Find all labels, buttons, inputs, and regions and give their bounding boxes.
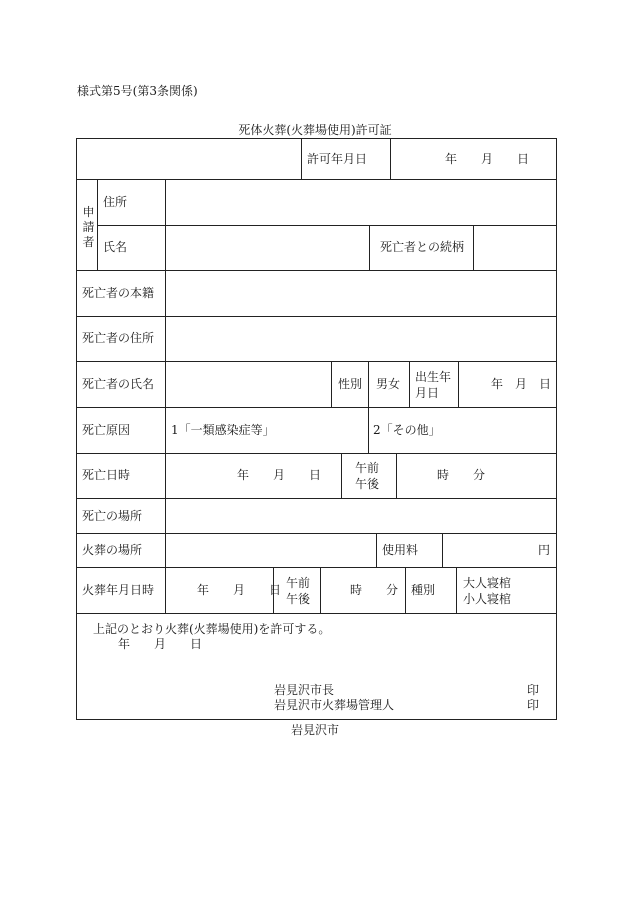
applicant-address-label: 住所 — [103, 195, 128, 209]
death-place-label: 死亡の場所 — [82, 509, 143, 523]
row-divider — [76, 316, 557, 317]
fee-unit: 円 — [538, 543, 551, 557]
applicant-group-label: 申請者 — [82, 205, 95, 249]
col-divider — [369, 225, 370, 270]
row-divider — [76, 498, 557, 499]
col-divider — [376, 533, 377, 567]
col-divider — [165, 179, 166, 270]
col-divider — [97, 179, 98, 270]
col-divider — [165, 270, 166, 613]
cremation-time-field[interactable]: 時 分 — [350, 583, 399, 597]
col-divider — [456, 567, 457, 613]
col-divider — [473, 225, 474, 270]
cause-option-other[interactable]: 2「その他」 — [373, 423, 441, 437]
cremation-date-field[interactable]: 年 月 日 — [197, 583, 282, 597]
kind-label: 種別 — [411, 583, 436, 597]
row-divider — [76, 179, 557, 180]
death-time-field[interactable]: 時 分 — [437, 468, 486, 482]
deceased-name-label: 死亡者の氏名 — [82, 377, 155, 391]
row-divider — [76, 567, 557, 568]
sex-label: 性別 — [338, 377, 363, 391]
deceased-address-label: 死亡者の住所 — [82, 331, 155, 345]
col-divider — [390, 138, 391, 179]
signer-mayor: 岩見沢市長 — [274, 683, 335, 697]
row-divider — [76, 613, 557, 614]
death-datetime-label: 死亡日時 — [82, 468, 131, 482]
cause-option-infectious[interactable]: 1「一類感染症等」 — [171, 423, 275, 437]
col-divider — [458, 361, 459, 407]
approval-date[interactable]: 年 月 日 — [118, 637, 203, 651]
col-divider — [301, 138, 302, 179]
seal-mark: 印 — [527, 698, 540, 712]
cremation-datetime-label: 火葬年月日時 — [82, 583, 155, 597]
signer-crematorium-manager: 岩見沢市火葬場管理人 — [274, 698, 395, 712]
row-divider — [76, 533, 557, 534]
issuer-name: 岩見沢市 — [290, 723, 339, 737]
cremation-ampm[interactable]: 午前 午後 — [286, 576, 311, 606]
col-divider — [442, 533, 443, 567]
fee-label: 使用料 — [382, 543, 419, 557]
birth-date-label: 出生年 月日 — [415, 370, 452, 400]
cremation-place-label: 火葬の場所 — [82, 543, 143, 557]
row-divider — [97, 225, 557, 226]
page-title: 死体火葬(火葬場使用)許可証 — [238, 123, 392, 137]
cause-label: 死亡原因 — [82, 423, 131, 437]
death-ampm[interactable]: 午前 午後 — [355, 461, 380, 491]
birth-date-field[interactable]: 年 月 日 — [491, 377, 552, 391]
deceased-domicile-label: 死亡者の本籍 — [82, 286, 155, 300]
col-divider — [409, 361, 410, 407]
approval-text: 上記のとおり火葬(火葬場使用)を許可する。 — [93, 622, 331, 636]
col-divider — [405, 567, 406, 613]
row-divider — [76, 270, 557, 271]
col-divider — [396, 453, 397, 498]
kind-options[interactable]: 大人寝棺 小人寝棺 — [463, 576, 512, 606]
death-date-field[interactable]: 年 月 日 — [237, 468, 322, 482]
applicant-name-label: 氏名 — [103, 240, 128, 254]
row-divider — [76, 453, 557, 454]
form-id: 様式第5号(第3条関係) — [77, 84, 198, 98]
col-divider — [331, 361, 332, 407]
relation-label: 死亡者との続柄 — [380, 240, 465, 254]
permit-date-field[interactable]: 年 月 日 — [445, 152, 530, 166]
seal-mark: 印 — [527, 683, 540, 697]
col-divider — [320, 567, 321, 613]
col-divider — [368, 361, 369, 407]
col-divider — [368, 407, 369, 453]
permit-date-label: 許可年月日 — [307, 152, 368, 166]
row-divider — [76, 361, 557, 362]
sex-options[interactable]: 男女 — [376, 377, 401, 391]
col-divider — [341, 453, 342, 498]
row-divider — [76, 407, 557, 408]
